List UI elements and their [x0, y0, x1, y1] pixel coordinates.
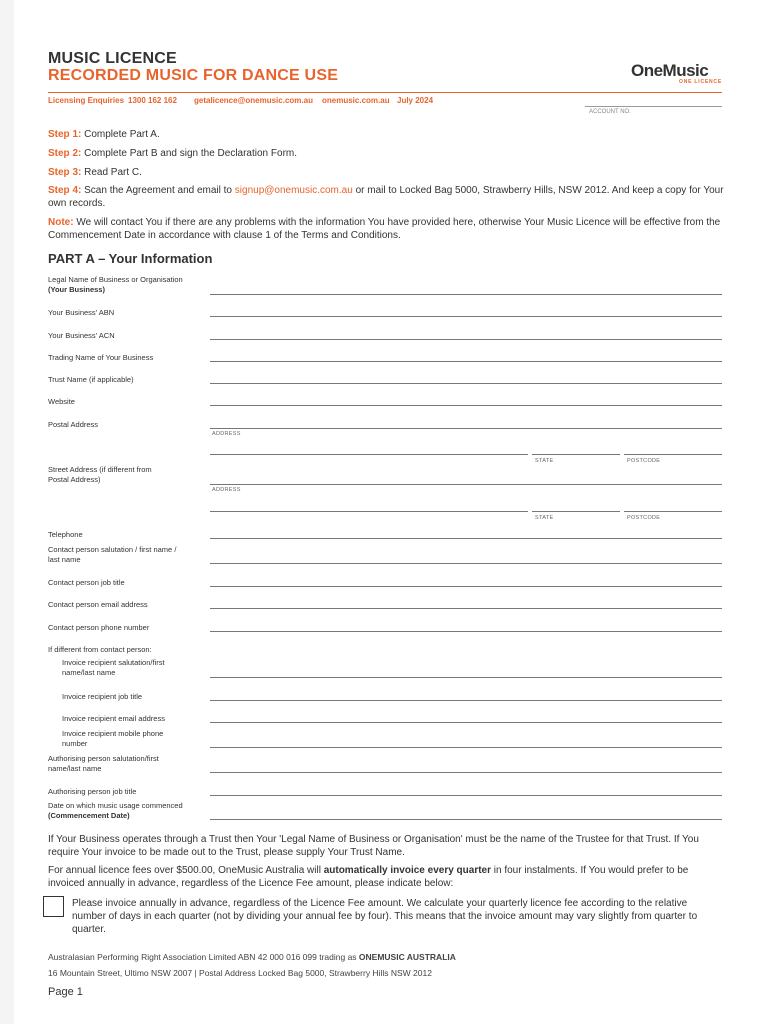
- trust-name-field[interactable]: [210, 383, 722, 384]
- address-caption: ADDRESS: [212, 487, 241, 493]
- postal-state-field[interactable]: [532, 454, 620, 455]
- state-caption: STATE: [535, 458, 554, 464]
- if-different-label: If different from contact person:: [48, 645, 152, 654]
- street-address-label: Street Address (if different from Postal Address): [48, 465, 152, 484]
- contact-email-label: Contact person email address: [48, 600, 148, 609]
- abn-label: Your Business' ABN: [48, 308, 115, 317]
- step-2: Step 2: Complete Part B and sign the Declaration Form.: [48, 148, 298, 159]
- legal-name-label: Legal Name of Business or Organisation (Your Business): [48, 275, 183, 294]
- invoice-mobile-label: Invoice recipient mobile phone number: [62, 729, 164, 748]
- invoice-email-label: Invoice recipient email address: [62, 714, 165, 723]
- invoice-job-field[interactable]: [210, 700, 722, 701]
- form-subtitle: RECORDED MUSIC FOR DANCE USE: [48, 67, 339, 84]
- invoice-email-field[interactable]: [210, 722, 722, 723]
- contact-person-field[interactable]: [210, 563, 722, 564]
- website-label: Website: [48, 397, 75, 406]
- contact-job-field[interactable]: [210, 586, 722, 587]
- step-3: Step 3: Read Part C.: [48, 167, 142, 178]
- header-divider: [48, 92, 722, 93]
- footer-address: 16 Mountain Street, Ultimo NSW 2007 | Postal Address Locked Bag 5000, Strawberry Hills NSW 2012: [48, 968, 432, 978]
- telephone-label: Telephone: [48, 530, 83, 539]
- authorising-job-field[interactable]: [210, 795, 722, 796]
- commencement-date-label: Date on which music usage commenced (Commencement Date): [48, 801, 183, 820]
- step-4: Step 4: Scan the Agreement and email to signup@onemusic.com.au or mail to Locked Bag 5000, Strawberry Hills, NSW 2012. And keep a copy for Your own records.: [48, 185, 724, 209]
- postal-address-line2-field[interactable]: [210, 454, 528, 455]
- contact-job-label: Contact person job title: [48, 578, 125, 587]
- website-field[interactable]: [210, 405, 722, 406]
- form-date: July 2024: [397, 96, 434, 105]
- contact-phone-field[interactable]: [210, 631, 722, 632]
- authorising-person-field[interactable]: [210, 772, 722, 773]
- address-caption: ADDRESS: [212, 431, 241, 437]
- onemusic-logo: OneMusic: [631, 61, 709, 80]
- acn-field[interactable]: [210, 339, 722, 340]
- postal-address-field[interactable]: [210, 428, 722, 429]
- street-address-line2-field[interactable]: [210, 511, 528, 512]
- signup-email-link[interactable]: signup@onemusic.com.au: [234, 185, 353, 196]
- postal-address-label: Postal Address: [48, 420, 99, 429]
- postcode-caption: POSTCODE: [627, 458, 661, 464]
- account-number-field[interactable]: [585, 106, 722, 107]
- street-address-field[interactable]: [210, 484, 722, 485]
- abn-field[interactable]: [210, 316, 722, 317]
- form-title: MUSIC LICENCE: [48, 50, 177, 67]
- trading-name-label: Trading Name of Your Business: [48, 353, 154, 362]
- website-link[interactable]: onemusic.com.au: [322, 96, 390, 105]
- part-a-heading: PART A – Your Information: [48, 251, 213, 266]
- phone-number: 1300 162 162: [128, 96, 177, 105]
- invoice-paragraph: For annual licence fees over $500.00, OneMusic Australia will automatically invoice every quarter in four instalments. If You would prefer to be invoiced annually in advance, regardless of the Licence Fee amount, please indicate below:: [48, 865, 689, 889]
- page-number: Page 1: [48, 986, 83, 998]
- contact-email-field[interactable]: [210, 608, 722, 609]
- postcode-caption: POSTCODE: [627, 515, 661, 521]
- contact-phone-label: Contact person phone number: [48, 623, 150, 632]
- contact-person-label: Contact person salutation / first name / last name: [48, 545, 177, 564]
- street-state-field[interactable]: [532, 511, 620, 512]
- postal-postcode-field[interactable]: [624, 454, 722, 455]
- commencement-date-field[interactable]: [210, 819, 722, 820]
- trust-name-label: Trust Name (if applicable): [48, 375, 134, 384]
- telephone-field[interactable]: [210, 538, 722, 539]
- authorising-person-label: Authorising person salutation/first name/last name: [48, 754, 159, 773]
- trust-paragraph: If Your Business operates through a Trust then Your 'Legal Name of Business or Organisation' must be the name of the Trustee for that Trust. If You require Your invoice to be made out to the Trust, please supply Your Trust Name.: [48, 834, 699, 858]
- enquiry-email-link[interactable]: getalicence@onemusic.com.au: [194, 96, 313, 105]
- annual-invoice-checkbox[interactable]: [43, 896, 64, 917]
- footer-company: Australasian Performing Right Association Limited ABN 42 000 016 099 trading as ONEMUSIC AUSTRALIA: [48, 952, 456, 962]
- licensing-enquiries-label: Licensing Enquiries: [48, 96, 125, 105]
- invoice-mobile-field[interactable]: [210, 747, 722, 748]
- invoice-name-field[interactable]: [210, 677, 722, 678]
- account-number-label: ACCOUNT NO.: [589, 109, 631, 115]
- street-postcode-field[interactable]: [624, 511, 722, 512]
- note: Note: We will contact You if there are any problems with the information You have provided here, otherwise Your Music Licence will be effective from the Commencement Date in accordance with clause 1 of the Terms and Conditions.: [48, 217, 721, 241]
- legal-name-field[interactable]: [210, 294, 722, 295]
- step-1: Step 1: Complete Part A.: [48, 129, 160, 140]
- invoice-job-label: Invoice recipient job title: [62, 692, 143, 701]
- acn-label: Your Business' ACN: [48, 331, 115, 340]
- trading-name-field[interactable]: [210, 361, 722, 362]
- logo-tagline: ONE LICENCE: [679, 79, 722, 85]
- state-caption: STATE: [535, 515, 554, 521]
- invoice-name-label: Invoice recipient salutation/first name/last name: [62, 658, 165, 677]
- annual-invoice-text: Please invoice annually in advance, regardless of the Licence Fee amount. We calculate your quarterly licence fee according to the relative number of days in each quarter (not by dividing your annual fee by four). This means that the invoice amount may vary slightly from quarter to quarter.: [72, 898, 698, 935]
- authorising-job-label: Authorising person job title: [48, 787, 137, 796]
